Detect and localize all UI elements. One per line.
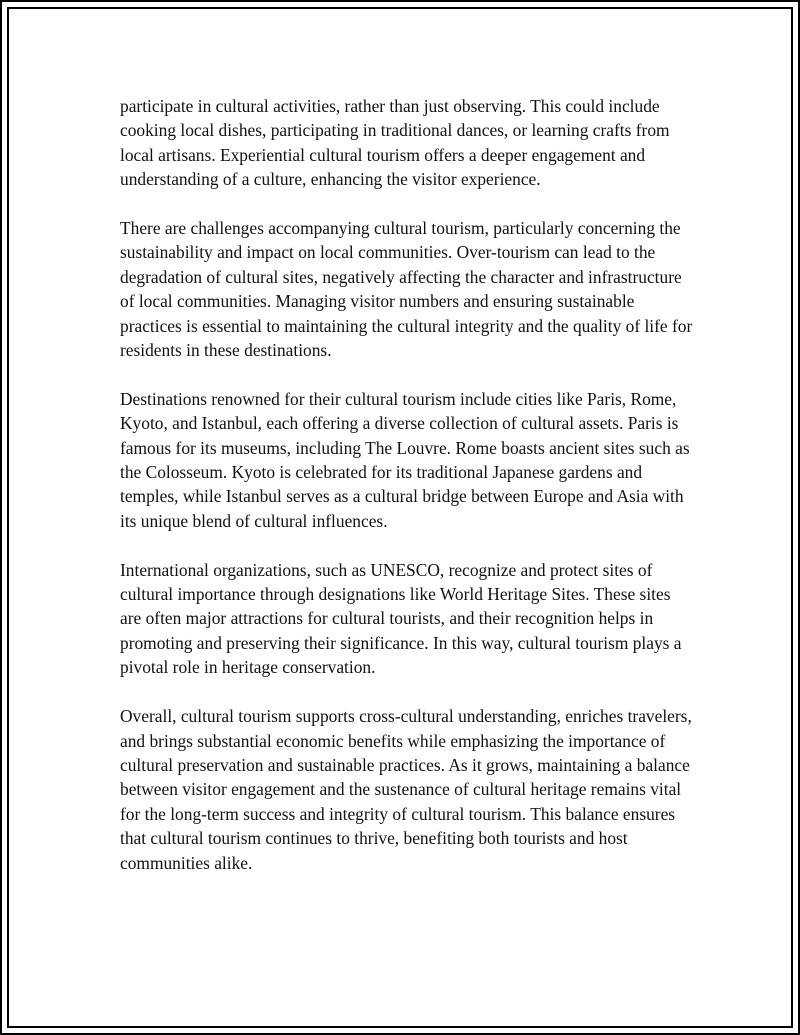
paragraph-destinations: Destinations renowned for their cultural tourism include cities like Paris, Rome, Kyoto, and Istanbul, each offering a diverse collection of cultural assets. Paris is famous for its museums, including The Louvre. Rome boasts ancient sites such as the Colosseum. Kyoto is celebrated for its traditional Japanese gardens and temples, while Istanbul serves as a cultural bridge between Europe and Asia with its unique blend of cultural influences. — [120, 388, 690, 531]
document-body — [120, 94, 695, 899]
paragraph-challenges: There are challenges accompanying cultural tourism, particularly concerning the sustainability and impact on local communities. Over-tourism can lead to the degradation of cultural sites, negatively affecting the character and infrastructure of local communities. Managing visitor numbers and ensuring sustainable practices is essential to maintaining the cultural integrity and the quality of life for residents in these destinations. — [120, 218, 693, 361]
paragraph-international-organizations: International organizations, such as UNESCO, recognize and protect sites of cultural importance through designations like World Heritage Sites. These sites are often major attractions for cultural tourists, and their recognition helps in promoting and preserving their significance. In this way, cultural tourism plays a pivotal role in heritage conservation. — [120, 559, 682, 678]
paragraph-overall: Overall, cultural tourism supports cross-cultural understanding, enriches travelers, and brings substantial economic benefits while emphasizing the importance of cultural preservation and sustainable practices. As it grows, maintaining a balance between visitor engagement and the sustenance of cultural heritage remains vital for the long-term success and integrity of cultural tourism. This balance ensures that cultural tourism continues to thrive, benefiting both tourists and host communities alike. — [120, 706, 692, 873]
paragraph-experiential-tourism: participate in cultural activities, rather than just observing. This could include cooking local dishes, participating in traditional dances, or learning crafts from local artisans. Experiential cultural tourism offers a deeper engagement and understanding of a culture, enhancing the visitor experience. — [120, 96, 670, 190]
